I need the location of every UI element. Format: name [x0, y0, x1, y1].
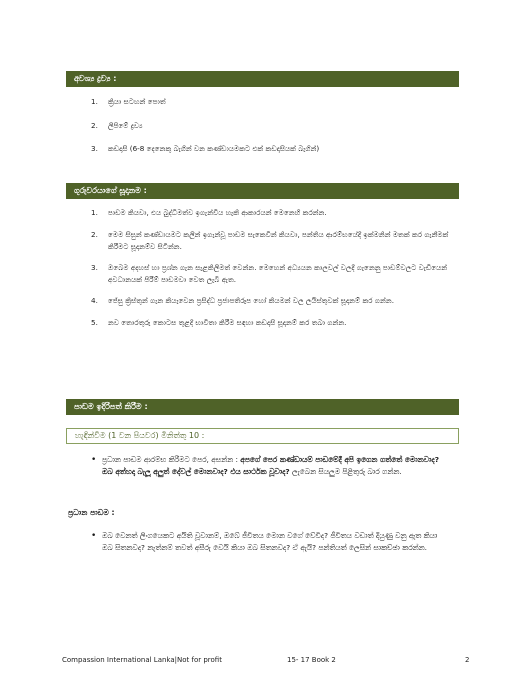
- list-item: 3. කඩදාසි (6-8 දෙනෙකු බැගින් වන කණ්ඩායමකට එක් කඩදාසියක් බැගින්): [91, 144, 320, 153]
- main-lesson-paragraph: [66, 530, 459, 554]
- teacher-prep-list: [66, 207, 459, 329]
- main-lesson-label: ප්‍රධාන පාඩම :: [68, 508, 115, 517]
- list-item: 1. ක්‍රියා සටහන් පොත්: [91, 97, 166, 106]
- lesson-heading: පාඩම ඉදිරිපත් කිරීම :: [66, 399, 459, 415]
- list-item: 4. ජේසු ක්‍රිස්තුන් ගැන කියැවෙන ප්‍රසිද්ධ ප්‍රජාපතිරූප හෝ කියමන් වල ලයිස්තුවක් සූදානම් කර ගන්න.: [91, 296, 395, 305]
- materials-heading: අවශ්‍ය ද්‍රව්‍ය :: [66, 71, 459, 87]
- footer-org: Compassion International Lanka|Not for profit: [62, 656, 222, 664]
- main-lesson-text: ඔබ වෙනත් ලිංගයෙකට අයිති වූවානම්, ඔබේ ජීවිතය මොන වගේ වේවිද? ජීවිතය වඩාත් දියුණු වනු ඇත කියා ඔබ සිතනවද? නැත්නම් තවත් අසීරු වෙයි කියා ඔබ සිතනවද? ඒ ඇයි? පන්තියත් ලෙසින් සාකච්ඡා කරන්න.: [102, 531, 438, 552]
- footer-page-number: 2: [465, 656, 470, 664]
- intro-plain: ප්‍රධාන පාඩම ආරම්භ කිරීමට පෙර, අසන්න :: [102, 455, 241, 464]
- materials-list: [66, 96, 459, 155]
- teacher-prep-heading: ගුරුවරයාගේ සූදානම :: [66, 183, 459, 199]
- introduction-block: [66, 454, 459, 478]
- intro-question: අපගේ පෙර කණ්ඩායම් පාඩමේදී අපි ඉගෙන ගත්තේ මොනවාද? ඔබ අත්හදා බැලූ අලුත් දේවල් මොනවාද? එය සාර්ථක වූවාද?: [102, 455, 439, 476]
- introduction-subheading: හැඳින්වීම (1 වන පියවර) මිනිත්තු 10 :: [66, 428, 459, 444]
- list-item: 2. ලිපිමේ ද්‍රව්‍ය: [91, 121, 143, 130]
- main-lesson-block: [66, 530, 459, 554]
- list-item: 3. ඔබෙම අදහස් හා ප්‍රශ්න ගැන සැළකිලිමත් වෙන්න. මෙහෙන් අධ්‍යයන කාලවල් වලදී ගැනෙනු පාඩම්වලට වැඩියෙන් අවධානයක් පිරීම් පාඩමවා වෙත ලැබී ඇත.: [91, 263, 448, 284]
- list-item: 1. පාඩම කියවා, එය බුද්ධිමත්ව ඉගැන්විය හැකි ආකාරයන් මෙනෙහි කරන්න.: [91, 208, 327, 217]
- bullet-icon: •: [91, 531, 97, 541]
- introduction-paragraph: [66, 454, 459, 478]
- footer-book: 15- 17 Book 2: [287, 656, 336, 664]
- list-item: 5. නව තොරතුරු කොටස තුළදී භාවිතා කිරීම සඳහා කඩදාසි සූදානම් කර තබා ගන්න.: [91, 318, 347, 327]
- intro-tail: ලැබෙන සියලුම පිළිතුරු බාර ගන්න.: [289, 467, 402, 476]
- list-item: 2. මෙම සිසුන් කණ්ඩායමට කලින් ඉගැන්වූ පාඩම සැකෙවින් කියවා, පන්තිය ආරම්භයේදී ඉක්මනින් මතක් කර ගැනීමක් කිරීමට සූදානම්ව සිටින්න.: [91, 230, 449, 251]
- bullet-icon: •: [91, 455, 97, 465]
